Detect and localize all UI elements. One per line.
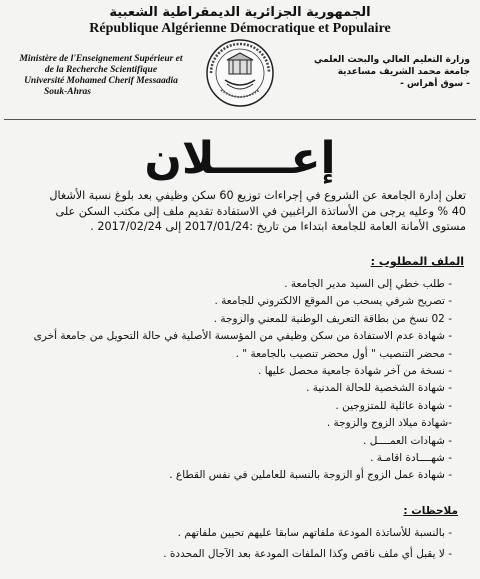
- university-seal-logo: [205, 38, 275, 108]
- note-item: - بالنسبة للأساتذة المودعة ملفاتهم سابقا عليهم تحيين ملفاتهم .: [177, 527, 452, 539]
- list-item: - 02 نسخ من بطاقة التعريف الوطنية للمعني والزوجة .: [213, 312, 452, 325]
- city-name-arabic: - سوق أهراس -: [400, 79, 470, 89]
- state-name-french: République Algérienne Démocratique et Populaire: [89, 21, 391, 36]
- ministry-line-1: Ministère de l'Enseignement Supérieur et: [19, 54, 183, 64]
- required-file-heading: الملف المطلوب :: [370, 255, 464, 268]
- ministry-block-arabic: [300, 54, 470, 90]
- list-item: - تصريح شرفي يسحب من الموقع الالكتروني للجامعة .: [214, 295, 452, 308]
- state-name-arabic: الجمهورية الجزائرية الديمقراطية الشعبية: [109, 5, 371, 20]
- city-name-french: Souk-Ahras: [44, 87, 91, 97]
- list-item: -شهادة ميلاد الزوج والزوجة .: [326, 417, 452, 430]
- university-name-french: Université Mohamed Cherif Messaadia: [24, 76, 178, 86]
- announcement-title: إعـــــلان: [144, 133, 336, 184]
- announcement-line-2: 40 % وعليه يرجى من الأساتذة الراغبين في الاستفادة تقديم ملف إلى مكتب السكن على: [55, 204, 466, 218]
- list-item: - طلب خطي إلى السيد مدير الجامعة .: [284, 278, 452, 290]
- note-item: - لا يقبل أي ملف ناقص وكذا الملفات المودعة بعد الآجال المحددة .: [163, 548, 452, 560]
- notes-heading: ملاحظات :: [403, 505, 458, 517]
- ministry-block-french: [6, 54, 196, 98]
- university-name-arabic: جامعة محمد الشريف مساعدية: [337, 67, 470, 77]
- announcement-body: [14, 188, 466, 235]
- list-item: - شهادات العمــــل .: [363, 434, 452, 447]
- list-item: - شهادة عدم الاستفادة من سكن وظيفي من المؤسسة الأصلية في حالة التحويل من جامعة أخرى: [33, 330, 452, 343]
- list-item: - شهادة الشخصية للحالة المدنية .: [306, 382, 452, 395]
- list-item: - شهــــادة اقامـة .: [370, 451, 452, 464]
- required-documents-list: [14, 276, 452, 485]
- list-item: - شهادة عائلية للمتزوجين .: [335, 399, 452, 412]
- ministry-line-arabic: وزارة التعليم العالي والبحث العلمي: [313, 55, 470, 65]
- list-item: - نسخة من آخر شهادة جامعية محصل عليها .: [258, 364, 452, 377]
- list-item: - محضر التنصيب " أول محضر تنصيب بالجامعة " .: [235, 347, 452, 360]
- announcement-line-1: تعلن إدارة الجامعة عن الشروع في إجراءات توزيع 60 سكن وظيفي بعد بلوغ نسبة الأشغال: [49, 189, 466, 202]
- header-divider: [4, 119, 476, 120]
- notes-list: [14, 523, 452, 565]
- announcement-line-3: مستوى الأمانة العامة للجامعة ابتداءا من تاريخ :2017/01/24 إلى 2017/02/24 .: [90, 220, 466, 233]
- list-item: - شهادة عمل الزوج أو الزوجة بالنسبة للعاملين في نفس القطاع .: [169, 469, 452, 482]
- ministry-line-2: de la Recherche Scientifique: [44, 65, 158, 75]
